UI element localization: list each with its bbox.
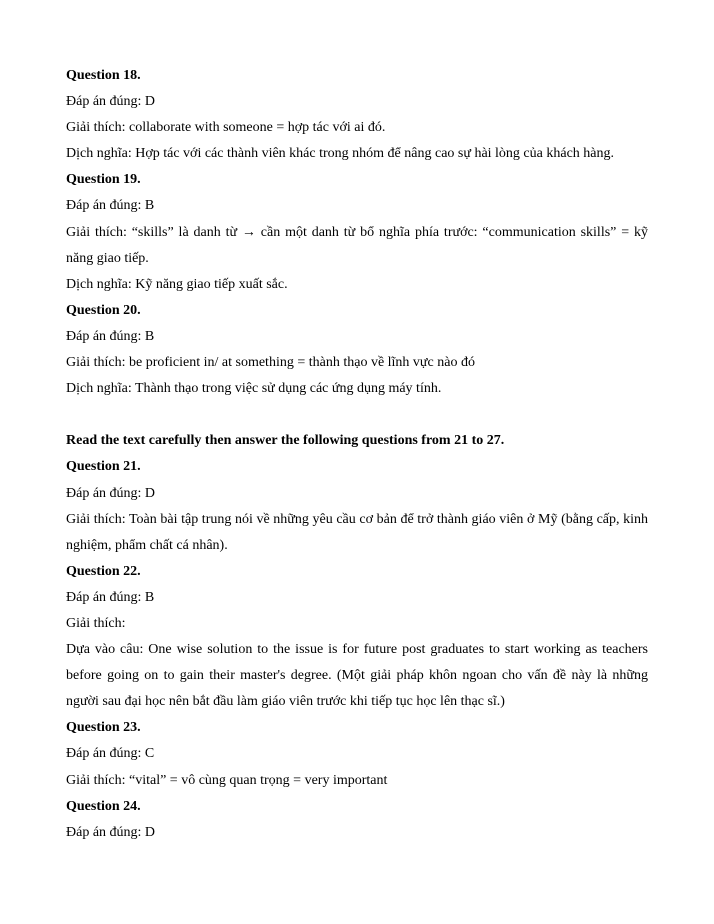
question-21-heading: Question 21. [66,459,141,475]
question-18-heading: Question 18. [66,68,141,83]
question-23-heading: Question 23. [66,720,141,736]
reading-instruction: Read the text carefully then answer the following questions from 21 to 27. [66,433,505,449]
question-19-translation: Dịch nghĩa: Kỹ năng giao tiếp xuất sắc. [66,276,288,292]
question-22-explanation-label: Giải thích: [66,615,126,631]
question-18-explanation: Giải thích: collaborate with someone = hợp tác với ai đó. [66,120,386,136]
question-18-answer: Đáp án đúng: D [66,94,156,110]
question-20-heading: Question 20. [66,302,141,318]
question-19-answer: Đáp án đúng: B [66,198,155,214]
section-gap [66,402,648,428]
question-23-answer: Đáp án đúng: C [66,746,155,762]
question-20-translation: Dịch nghĩa: Thành thạo trong việc sử dụng các ứng dụng máy tính. [66,381,442,397]
question-20-explanation: Giải thích: be proficient in/ at something = thành thạo về lĩnh vực nào đó [66,355,475,371]
question-24-answer: Đáp án đúng: D [66,824,156,840]
question-21-answer: Đáp án đúng: D [66,485,156,501]
question-23-explanation: Giải thích: “vital” = vô cùng quan trọng = very important [66,772,388,788]
question-21-explanation: Giải thích: Toàn bài tập trung nói về những yêu cầu cơ bản để trở thành giáo viên ở Mỹ (bằng cấp, kinh nghiệm, phẩm chất cá nhân). [66,511,648,553]
question-24-heading: Question 24. [66,798,141,814]
question-22-heading: Question 22. [66,563,141,579]
question-22-explanation: Dựa vào câu: One wise solution to the issue is for future post graduates to start working as teachers before going on to gain their master's degree. (Một giải pháp khôn ngoan cho vấn đề này là những người sau đại học nên bắt đầu làm giáo viên trước khi tiếp tục học lên thạc sĩ.) [66,642,648,710]
question-19-explanation: Giải thích: “skills” là danh từ → cần một danh từ bổ nghĩa phía trước: “communication skills” = kỹ năng giao tiếp. [66,224,648,266]
question-19-heading: Question 19. [66,172,141,188]
question-18-translation: Dịch nghĩa: Hợp tác với các thành viên khác trong nhóm để nâng cao sự hài lòng của khách hàng. [66,146,615,162]
question-20-answer: Đáp án đúng: B [66,328,155,344]
question-22-answer: Đáp án đúng: B [66,589,155,605]
document-page [66,63,648,846]
